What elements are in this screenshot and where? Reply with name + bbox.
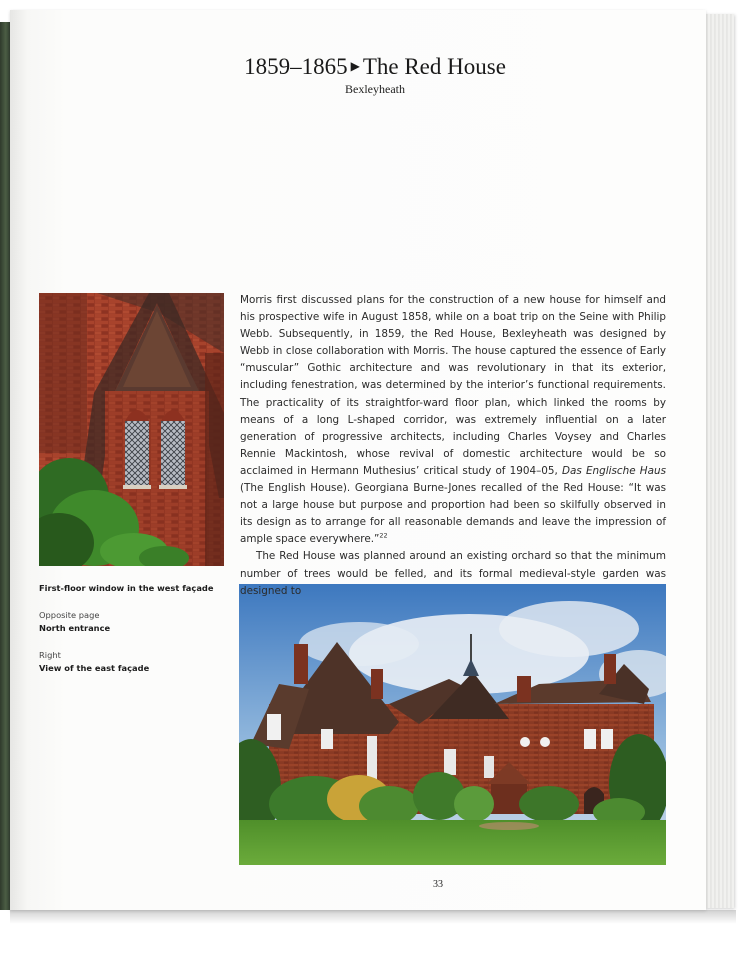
page-number: 33 bbox=[433, 879, 443, 890]
caption-3-label: Right bbox=[39, 650, 61, 660]
paragraph-1 bbox=[240, 292, 666, 548]
book-title: Das Englische Haus bbox=[562, 464, 666, 477]
page-stack-edge bbox=[704, 14, 734, 908]
caption-3-text: View of the east façade bbox=[39, 663, 150, 673]
caption-2-text: North entrance bbox=[39, 623, 111, 633]
caption-2-label: Opposite page bbox=[39, 610, 100, 620]
heading-subtitle: Bexleyheath bbox=[345, 82, 405, 96]
footnote-reference[interactable]: 22 bbox=[379, 531, 388, 540]
captions bbox=[39, 582, 229, 689]
caption-3 bbox=[39, 649, 229, 675]
heading-title: The Red House bbox=[362, 54, 506, 79]
heading-years: 1859–1865 bbox=[244, 54, 348, 79]
photo-east-facade bbox=[239, 584, 666, 865]
caption-2 bbox=[39, 609, 229, 635]
paragraph-2: The Red House was planned around an existing orchard so that the minimum number of trees would be felled, and its formal medieval-style garden was designed to bbox=[240, 550, 666, 597]
paragraph-1-part-b: (The English House). Georgiana Burne-Jones recalled of the Red House: “It was not a large house but purpose and proportion had been so skilfully observed in its design as to arrange for all reasonable demands and leave the impression of ample space everywhere.” bbox=[240, 482, 666, 546]
caption-1-text: First-floor window in the west façade bbox=[39, 583, 214, 593]
page-shadow bbox=[10, 910, 736, 924]
caption-1 bbox=[39, 582, 229, 595]
photo-west-facade-window bbox=[39, 293, 224, 566]
paragraph-1-part-a: Morris first discussed plans for the construction of a new house for himself and his prospective wife in August 1858, while on a boat trip on the Seine with Philip Webb. Subsequently, in 1859, the Red House, Bexleyheath was designed by Webb in close collaboration with Morris. The house captured the essence of Early “muscular” Gothic architecture and was revolutionary in that its exterior, including fenestration, was determined by the interior’s functional requirements. The practicality of its straightfor-ward floor plan, which linked the rooms by means of a long L-shaped corridor, was extremely influential on a later generation of progressive architects, including Charles Voysey and Charles Rennie Mackintosh, whose revival of domestic architecture would be so acclaimed in Hermann Muthesius’ critical study of 1904–05, bbox=[240, 294, 666, 477]
body-text bbox=[240, 292, 666, 600]
triangle-arrow-icon: ▶ bbox=[350, 59, 360, 74]
chapter-heading bbox=[120, 54, 630, 80]
